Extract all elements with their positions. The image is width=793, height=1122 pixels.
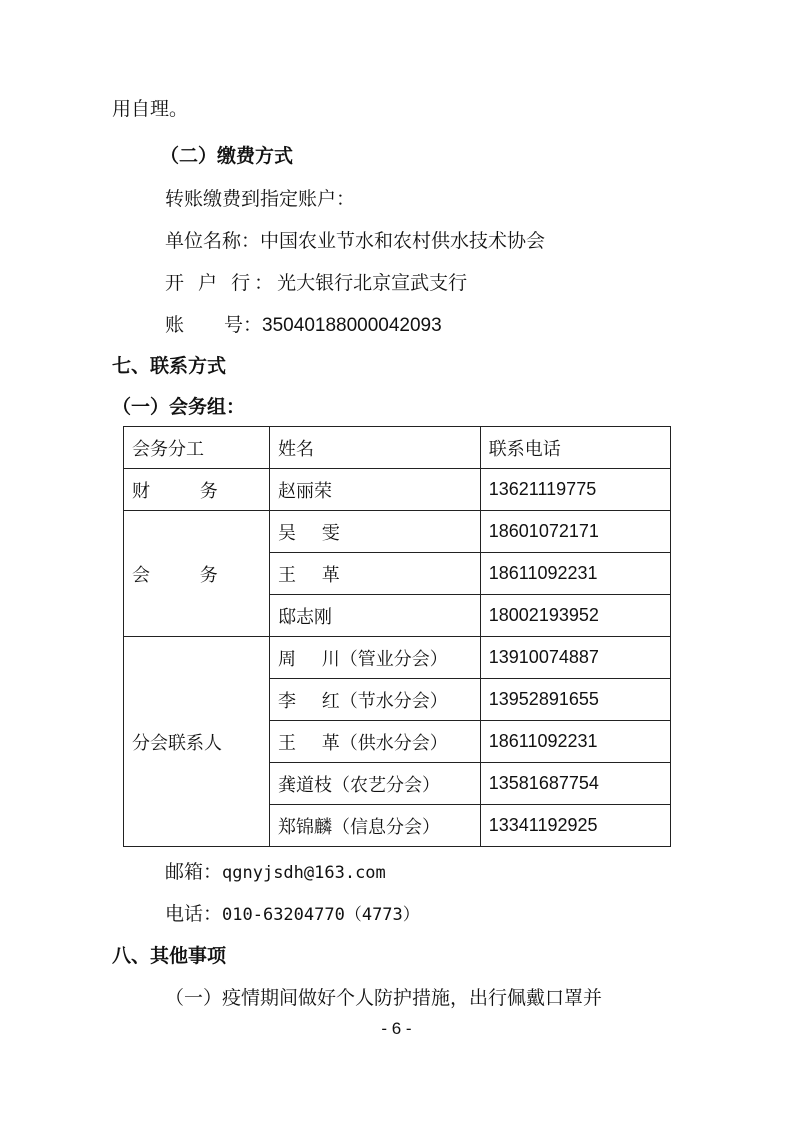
account-number-row xyxy=(165,312,442,339)
text-line: （一）疫情期间做好个人防护措施，出行佩戴口罩并 xyxy=(165,987,603,1009)
table-header-row xyxy=(124,427,671,469)
name-cell: 吴 雯 xyxy=(270,511,481,553)
phone-cell: 13952891655 xyxy=(480,679,670,721)
phone-value: 010-63204770（4773） xyxy=(222,905,420,925)
bank-label: 开 户 行： xyxy=(165,272,278,294)
page-number: - 6 - xyxy=(381,1019,412,1038)
role-cell: 财 务 xyxy=(124,469,270,511)
phone-cell: 13621119775 xyxy=(480,469,670,511)
subsection-heading: （一）会务组： xyxy=(112,396,246,418)
name-cell: 邸志刚 xyxy=(270,595,481,637)
section-heading: 七、联系方式 xyxy=(112,355,227,377)
table-row xyxy=(124,469,671,511)
phone-cell: 13910074887 xyxy=(480,637,670,679)
table-header: 姓名 xyxy=(270,427,481,469)
account-name-value: 中国农业节水和农村供水技术协会 xyxy=(260,230,546,252)
role-cell: 分会联系人 xyxy=(124,637,270,847)
phone-cell: 13581687754 xyxy=(480,763,670,805)
phone-cell: 18002193952 xyxy=(480,595,670,637)
table-header: 会务分工 xyxy=(124,427,270,469)
name-cell: 李 红（节水分会） xyxy=(270,679,481,721)
contact-table xyxy=(123,426,671,847)
account-number-label: 账 号： xyxy=(165,314,263,336)
account-name-label: 单位名称： xyxy=(165,230,261,252)
table-row xyxy=(124,511,671,553)
text-line: 转账缴费到指定账户： xyxy=(165,188,356,210)
phone-cell: 18611092231 xyxy=(480,721,670,763)
bank-row xyxy=(165,270,467,296)
section-heading: （二）缴费方式 xyxy=(160,145,294,167)
bank-value: 光大银行北京宣武支行 xyxy=(277,272,468,294)
name-cell: 赵丽荣 xyxy=(270,469,481,511)
text-line: 用自理。 xyxy=(112,98,189,120)
table-header: 联系电话 xyxy=(480,427,670,469)
account-number-value: 35040188000042093 xyxy=(262,315,442,336)
name-cell: 龚道枝（农艺分会） xyxy=(270,763,481,805)
name-cell: 王 革（供水分会） xyxy=(270,721,481,763)
phone-cell: 13341192925 xyxy=(480,805,670,847)
email-value: qgnyjsdh@163.com xyxy=(222,863,386,883)
phone-row xyxy=(165,901,420,928)
section-heading: 八、其他事项 xyxy=(112,945,227,967)
table-row xyxy=(124,637,671,679)
name-cell: 郑锦麟（信息分会） xyxy=(270,805,481,847)
email-label: 邮箱： xyxy=(165,861,223,883)
phone-cell: 18601072171 xyxy=(480,511,670,553)
phone-cell: 18611092231 xyxy=(480,553,670,595)
account-name-row xyxy=(165,228,545,254)
phone-label: 电话： xyxy=(165,903,223,925)
role-cell: 会 务 xyxy=(124,511,270,637)
name-cell: 周 川（管业分会） xyxy=(270,637,481,679)
name-cell: 王 革 xyxy=(270,553,481,595)
email-row xyxy=(165,859,386,886)
